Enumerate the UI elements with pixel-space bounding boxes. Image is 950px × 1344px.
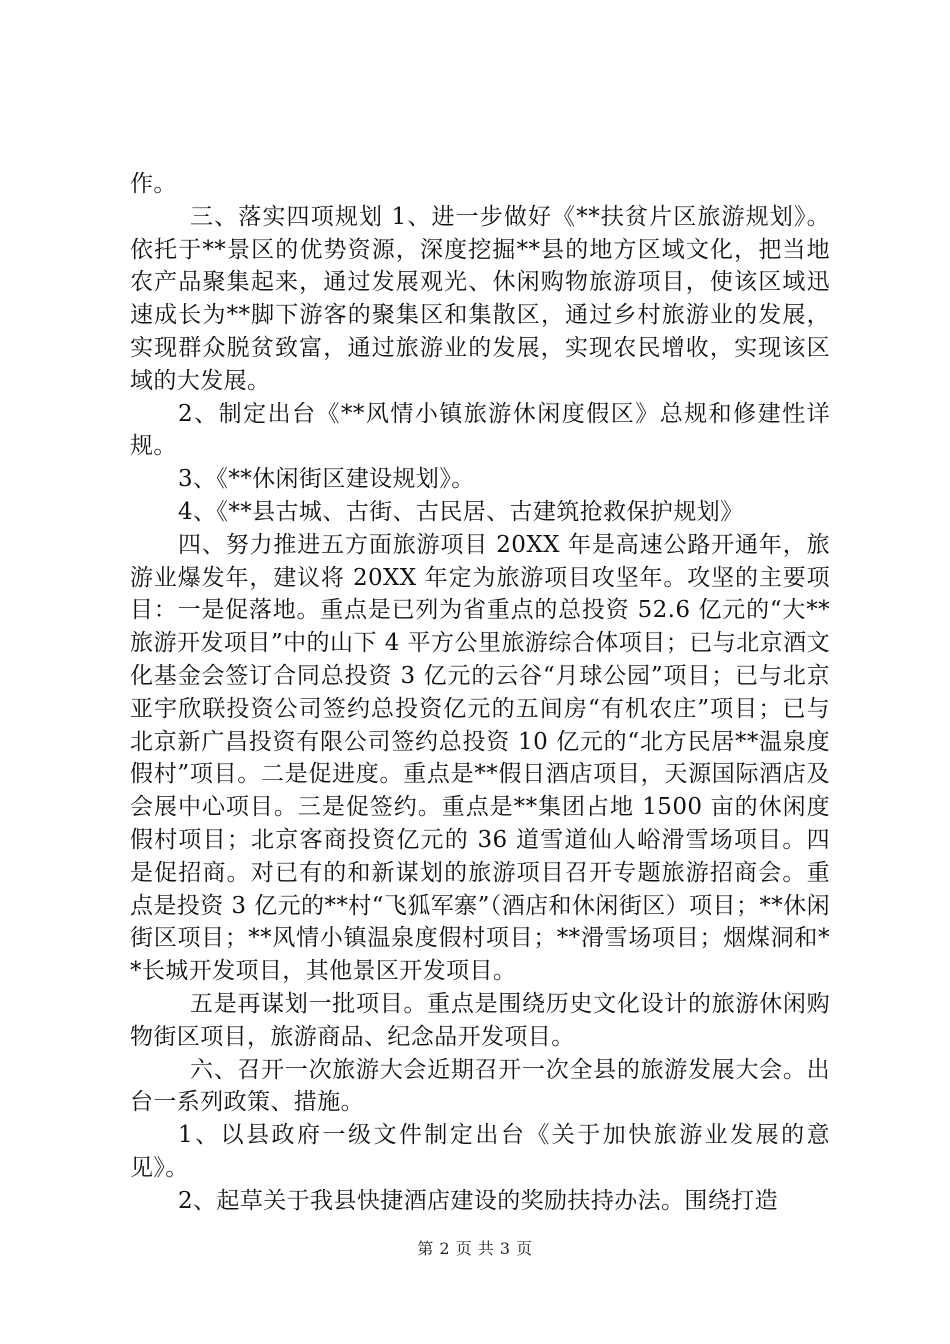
paragraph: 五是再谋划一批项目。重点是围绕历史文化设计的旅游休闲购物街区项目，旅游商品、纪念品开发项目。	[130, 990, 830, 1050]
paragraph: 3、《**休闲街区建设规划》。	[178, 466, 475, 493]
paragraph: 4、《**县古城、古街、古民居、古建筑抢救保护规划》	[178, 498, 744, 525]
paragraph: 四、努力推进五方面旅游项目 20XX 年是高速公路开通年，旅游业爆发年，建议将 20XX 年定为旅游项目攻坚年。攻坚的主要项目：一是促落地。重点是已列为省重点的总投资 52.6 亿元的“大**旅游开发项目”中的山下 4 平方公里旅游综合体项目；已与北京酒文化基金会签订合同总投资 3 亿元的云谷“月球公园”项目；已与北京亚宇欣联投资公司签约总投资亿元的五间房“有机农庄”项目；已与北京新广昌投资有限公司签约总投资 10 亿元的“北方民居**温泉度假村”项目。二是促进度。重点是**假日酒店项目，天源国际酒店及会展中心项目。三是促签约。重点是**集团占地 1500 亩的休闲度假村项目；北京客商投资亿元的 36 道雪道仙人峪滑雪场项目。四是促招商。对已有的和新谋划的旅游项目召开专题旅游招商会。重点是投资 3 亿元的**村“飞狐军寨”（酒店和休闲街区）项目；**休闲街区项目；**风情小镇温泉度假村项目；**滑雪场项目；烟煤洞和**长城开发项目，其他景区开发项目。	[130, 531, 830, 985]
paragraph: 2、起草关于我县快捷酒店建设的奖励扶持办法。围绕打造	[178, 1187, 779, 1214]
document-body	[130, 168, 830, 1218]
paragraph: 三、落实四项规划 1、进一步做好《**扶贫片区旅游规划》。依托于**景区的优势资源，深度挖掘**县的地方区域文化，把当地农产品聚集起来，通过发展观光、休闲购物旅游项目，使该区域迅速成长为**脚下游客的聚集区和集散区，通过乡村旅游业的发展，实现群众脱贫致富，通过旅游业的发展，实现农民增收，实现该区域的大发展。	[130, 203, 830, 394]
paragraph: 六、召开一次旅游大会近期召开一次全县的旅游发展大会。出台一系列政策、措施。	[130, 1056, 830, 1116]
paragraph: 2、制定出台《**风情小镇旅游休闲度假区》总规和修建性详规。	[130, 400, 830, 460]
paragraph: 作。	[130, 171, 177, 197]
paragraph: 1、以县政府一级文件制定出台《关于加快旅游业发展的意见》。	[130, 1122, 830, 1181]
page-number-footer: 第 2 页 共 3 页	[417, 1239, 533, 1258]
